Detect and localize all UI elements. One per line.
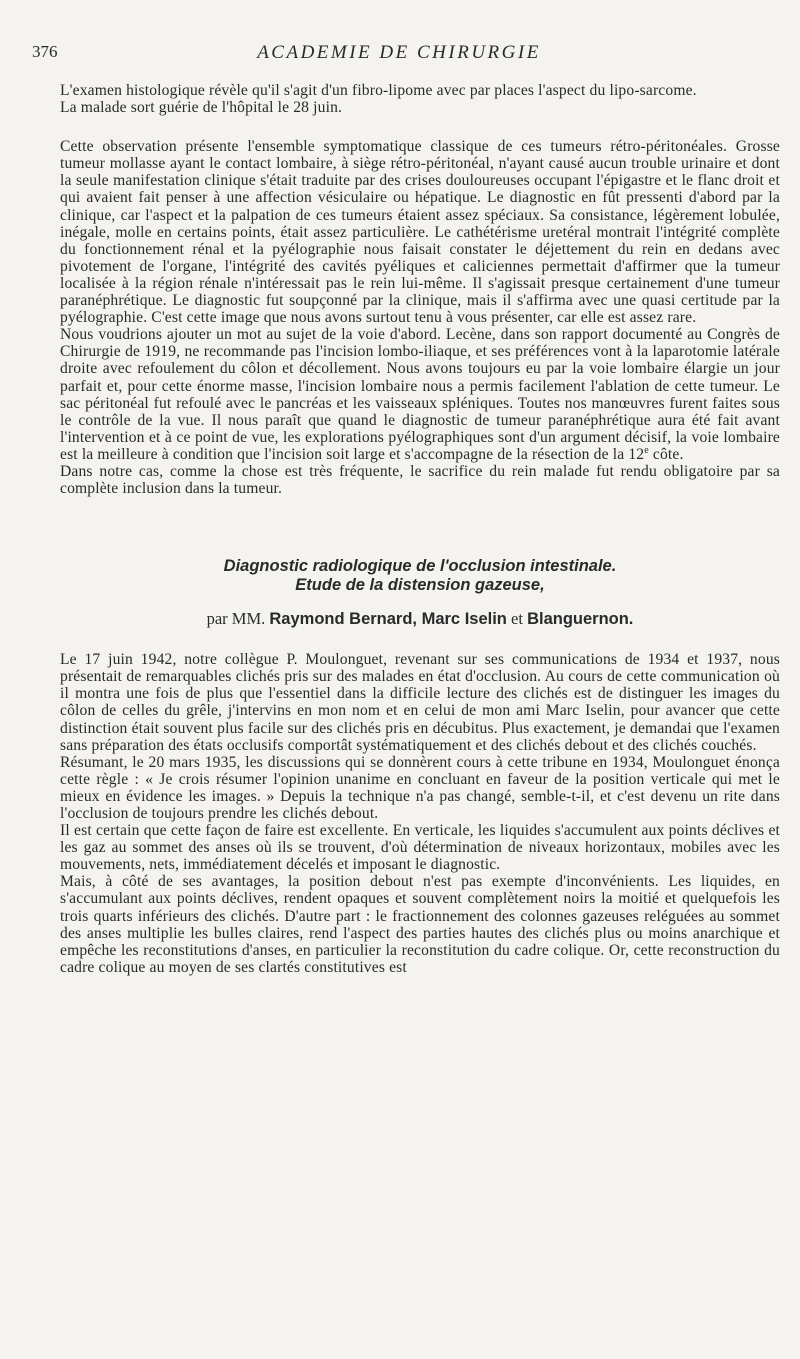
spacer: [60, 629, 780, 651]
page-number: 376: [32, 42, 58, 61]
spacer: [60, 116, 780, 138]
byline-prefix: par MM.: [206, 609, 270, 629]
paragraph: Résumant, le 20 mars 1935, les discussions qui se donnèrent cours à cette tribune en 1934, Moulonguet énonça cette règle : « Je crois résumer l'opinion unanime en concluant en faveur de la position verticale qui met le mieux en évidence les images. » Depuis la technique n'a pas changé, semble-t-il, et c'est devenu un rite dans l'occlusion de toujours prendre les clichés debout.: [60, 753, 780, 822]
byline: [60, 609, 780, 629]
paragraph: L'examen histologique révèle qu'il s'agit d'un fibro-lipome avec par places l'aspect du lipo-sarcome.: [60, 82, 697, 99]
paragraph: La malade sort guérie de l'hôpital le 28 juin.: [60, 99, 343, 117]
page-header: [32, 42, 766, 70]
paragraph: Le 17 juin 1942, notre collègue P. Moulonguet, revenant sur ses communications de 1934 et 1937, nous présentait de remarquables clichés pris sur des malades en état d'occlusion. Au cours de cette communication où il montra une fois de plus que l'essentiel dans la difficile lecture des clichés est de distinguer les images du côlon de celles du grêle, j'intervins en mon nom et en celui de mon ami Marc Iselin, pour avancer que cette distinction était souvent plus facile sur des clichés pris en décubitus. Plus exactement, je demandai que l'examen sans préparation des états occlusifs comportât systématiquement et des clichés debout et des clichés couchés.: [60, 651, 780, 754]
running-title: ACADEMIE DE CHIRURGIE: [257, 42, 541, 63]
spacer: [60, 527, 780, 557]
spacer: [60, 497, 780, 527]
paragraph: [60, 326, 780, 463]
byline-author-last: Blanguernon.: [527, 610, 634, 629]
byline-authors: Raymond Bernard, Marc Iselin: [269, 610, 507, 629]
first-article-body: [60, 82, 780, 976]
article-title-line-2: Etude de la distension gazeuse,: [295, 576, 545, 595]
paragraph-text-tail: côte.: [648, 445, 684, 463]
paragraph: Mais, à côté de ses avantages, la position debout n'est pas exempte d'inconvénients. Les liquides, en s'accumulant aux points déclives, rendent opaques et souvent complètement noirs la moitié et quelquefois les trois quarts inférieurs des clichés. D'autre part : le fractionnement des colonnes gazeuses reléguées au sommet des anses multiplie les bulles claires, rend l'aspect des parties hautes des clichés plus ou moins anarchique et empêche les reconstitutions d'anses, en particulier la reconstitution du cadre colique. Or, cette reconstruction du cadre colique au moyen de ses clartés constitutives est: [60, 873, 780, 976]
paragraph: Cette observation présente l'ensemble symptomatique classique de ces tumeurs rétro-péritonéales. Grosse tumeur mollasse ayant le contact lombaire, à siège rétro-péritonéal, n'ayant causé aucun trouble urinaire et dont la seule manifestation clinique s'était traduite par des crises douloureuses occupant l'épigastre et le flanc droit et qui avaient fait penser à une affection vésiculaire ou hépatique. Le diagnostic en fût pressenti d'abord par la clinique, car l'aspect et la palpation de ces tumeurs étaient assez spéciaux. Sa consistance, légèrement lobulée, inégale, molle en certains points, était assez particulière. Le cathétérisme uretéral montrait l'intégrité complète du fonctionnement rénal et la pyélographie nous faisait constater le déjettement du rein en dedans avec pivotement de l'organe, l'intégrité des cavités pyéliques et caliciennes permettait d'affirmer que la tumeur localisée à la région rénale n'intéressait pas le rein lui-même. Il s'agissait presque certainement d'une tumeur paranéphrétique. Le diagnostic fut soupçonné par la clinique, mais il s'affirma avec une quasi certitude par la pyélographie. C'est cette image que nous avons surtout tenu à vous présenter, car elle est assez rare.: [60, 138, 780, 327]
paragraph-text: Nous voudrions ajouter un mot au sujet de la voie d'abord. Lecène, dans son rapport documenté au Congrès de Chirurgie de 1919, ne recommande pas l'incision lombo-iliaque, et ses préférences vont à la laparotomie latérale droite avec refoulement du côlon et décollement. Nous avons toujours eu par la voie lombaire élargie un jour parfait et, pour cette énorme masse, l'incision lombaire nous a permis facilement l'ablation de cette tumeur. Le sac péritonéal fut refoulé avec le pancréas et les vaisseaux spléniques. Toutes nos manœuvres furent faites sous le contrôle de la vue. Il nous paraît que quand le diagnostic de tumeur paranéphrétique aura été fait avant l'intervention et à ce point de vue, les explorations pyélographiques sont d'un argument décisif, la voie lombaire est la meilleure à condition que l'incision soit large et s'accompagne de la résection de la 12: [60, 326, 780, 463]
paragraph: Il est certain que cette façon de faire est excellente. En verticale, les liquides s'accumulent aux points déclives et les gaz au sommet des anses où ils se trouvent, d'où détermination de niveaux horizontaux, mobiles avec les mouvements, nets, immédiatement décelés et imposant le diagnostic.: [60, 822, 780, 874]
article-title-line-1: Diagnostic radiologique de l'occlusion intestinale.: [223, 557, 617, 576]
superscript: e: [644, 444, 649, 456]
byline-and: et: [506, 609, 528, 629]
paragraph: Dans notre cas, comme la chose est très fréquente, le sacrifice du rein malade fut rendu obligatoire par sa complète inclusion dans la tumeur.: [60, 462, 780, 498]
